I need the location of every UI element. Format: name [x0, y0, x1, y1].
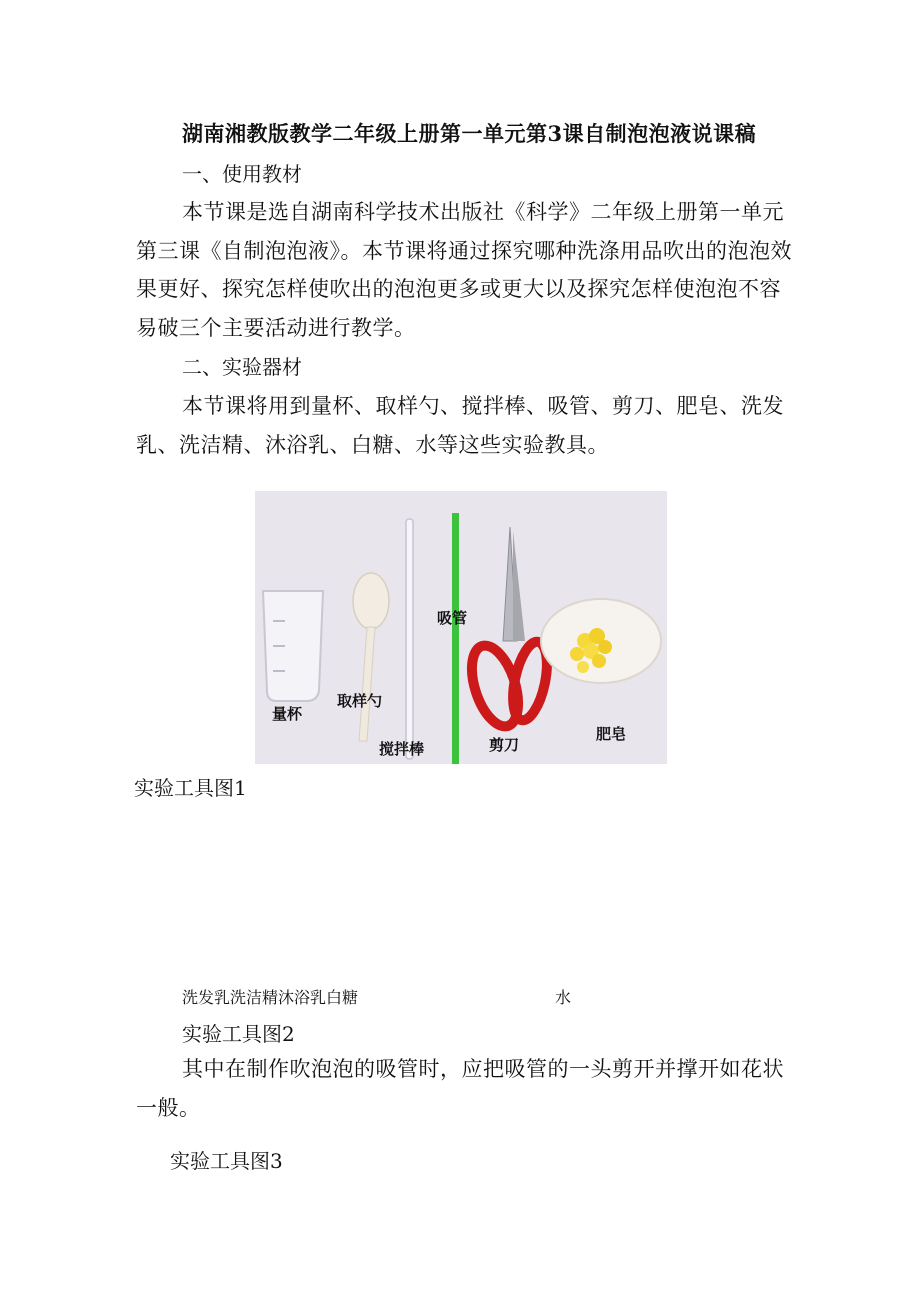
label-straw: 吸管 — [437, 609, 468, 627]
figure2-labels-left: 洗发乳洗洁精沐浴乳白糖 — [182, 988, 359, 1007]
label-stirring-rod: 搅拌棒 — [379, 740, 425, 758]
section2-heading: 二、实验器材 — [182, 355, 302, 379]
figure2-caption: 实验工具图2 — [182, 1022, 295, 1046]
figure1-photo — [255, 491, 667, 764]
figure1-caption: 实验工具图1 — [134, 776, 247, 800]
stirring-rod-icon — [406, 519, 413, 759]
label-scissors: 剪刀 — [489, 736, 520, 754]
measuring-cup-icon — [263, 591, 323, 701]
figure2-label-water: 水 — [555, 988, 572, 1007]
figure3-caption: 实验工具图3 — [170, 1149, 283, 1173]
soap-bowl-icon — [541, 599, 661, 683]
paragraph-straw-instructions: 其中在制作吹泡泡的吸管时，应把吸管的一头剪开并撑开如花状一般。 — [136, 1057, 784, 1120]
label-measuring-cup: 量杯 — [272, 705, 303, 723]
label-soap: 肥皂 — [596, 725, 627, 743]
section2-body: 本节课将用到量杯、取样勺、搅拌棒、吸管、剪刀、肥皂、洗发乳、洗洁精、沐浴乳、白糖、水等这些实验教具。 — [136, 394, 784, 457]
label-spoon: 取样勺 — [337, 692, 383, 710]
straw-icon — [452, 513, 459, 764]
section1-heading: 一、使用教材 — [182, 162, 302, 186]
section1-body: 本节课是选自湖南科学技术出版社《科学》二年级上册第一单元第三课《自制泡泡液》。本节课将通过探究哪种洗涤用品吹出的泡泡效果更好、探究怎样使吹出的泡泡更多或更大以及探究怎样使泡泡不容易破三个主要活动进行教学。 — [136, 200, 792, 340]
document-title: 湖南湘教版教学二年级上册第一单元第3课自制泡泡液说课稿 — [182, 121, 757, 146]
